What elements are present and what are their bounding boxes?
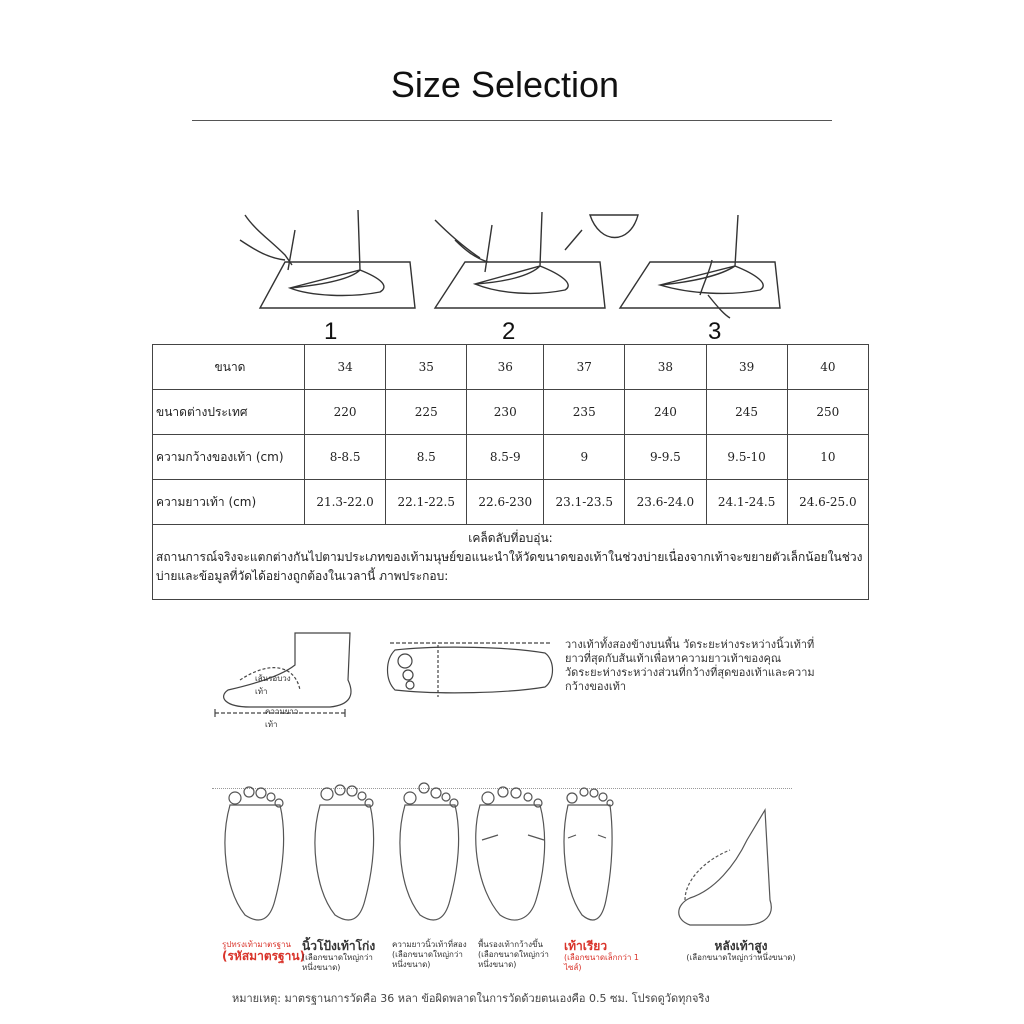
table-cell: 245 [706, 390, 787, 435]
foot-type-title: นิ้วโป้งเท้าโก่ง [302, 939, 376, 953]
tip-text: สถานการณ์จริงจะแตกต่างกันไปตามประเภทของเท้ามนุษย์ขอแนะนำให้วัดขนาดของเท้าในช่วงบ่ายเนื่องจากเท้าจะขยายตัวเล็กน้อยในช่วงบ่ายและข้อมูลที่วัดได้อย่างถูกต้องในเวลานี้ ภาพประกอบ: [156, 550, 863, 583]
table-cell: 39 [706, 345, 787, 390]
table-cell: 220 [305, 390, 386, 435]
table-cell: 24.6-25.0 [787, 480, 868, 525]
measure-instructions [565, 638, 825, 694]
table-cell: 10 [787, 435, 868, 480]
foot-width-label: เส้นรอบวงเท้า [255, 674, 291, 696]
foot-type-long-second-toe [400, 783, 459, 920]
tip-cell [153, 525, 869, 600]
table-row [153, 390, 869, 435]
foot-length-label: ความยาวเท้า [265, 707, 299, 729]
table-cell: 9.5-10 [706, 435, 787, 480]
table-cell: 225 [386, 390, 467, 435]
tip-row [153, 525, 869, 600]
foot-type-sub: (เลือกขนาดเล็กกว่า 1 ไซส์) [564, 953, 639, 972]
row-label: ขนาดต่างประเทศ [153, 390, 305, 435]
table-cell: 36 [467, 345, 544, 390]
table-row [153, 435, 869, 480]
page-title: Size Selection [390, 64, 620, 105]
foot-type-sub: (รหัสมาตรฐาน) [222, 949, 306, 963]
foot-types-illustration [215, 780, 815, 930]
foot-type-sub: (เลือกขนาดใหญ่กว่าหนึ่งขนาด) [302, 953, 373, 972]
foot-type-high-instep [679, 810, 772, 925]
table-row [153, 480, 869, 525]
foot-type-sub: (เลือกขนาดใหญ่กว่าหนึ่งขนาด) [686, 953, 796, 962]
table-cell: 235 [544, 390, 625, 435]
foot-type-title: หลังเท้าสูง [714, 939, 768, 953]
row-label: ความกว้างของเท้า (cm) [153, 435, 305, 480]
foot-type-label-second-toe [392, 940, 472, 970]
foot-type-label-wide [478, 940, 558, 970]
table-cell: 230 [467, 390, 544, 435]
table-cell: 9-9.5 [625, 435, 706, 480]
table-cell: 8.5-9 [467, 435, 544, 480]
table-cell: 38 [625, 345, 706, 390]
step-3-illustration [620, 215, 780, 318]
table-cell: 8.5 [386, 435, 467, 480]
foot-type-standard [225, 787, 284, 920]
foot-type-sub: (เลือกขนาดใหญ่กว่าหนึ่งขนาด) [478, 950, 549, 969]
foot-type-sub: (เลือกขนาดใหญ่กว่าหนึ่งขนาด) [392, 950, 463, 969]
measurement-note: หมายเหตุ: มาตรฐานการวัดคือ 36 หลา ข้อผิดพลาดในการวัดด้วยตนเองคือ 0.5 ซม. โปรดดูวัดทุกจริง [232, 992, 710, 1005]
table-cell: 24.1-24.5 [706, 480, 787, 525]
title-divider [192, 120, 832, 121]
table-cell: 8-8.5 [305, 435, 386, 480]
foot-type-narrow [564, 788, 613, 920]
foot-type-label-narrow [564, 940, 654, 973]
table-cell: 23.1-23.5 [544, 480, 625, 525]
foot-type-title: รูปทรงเท้ามาตรฐาน [222, 940, 291, 949]
foot-type-title: ความยาวนิ้วเท้าที่สอง [392, 940, 467, 949]
foot-type-label-bunion [302, 940, 382, 973]
step-2-illustration [435, 212, 638, 308]
table-row [153, 345, 869, 390]
table-cell: 22.1-22.5 [386, 480, 467, 525]
foot-type-label-standard [222, 940, 305, 963]
table-cell: 22.6-230 [467, 480, 544, 525]
foot-type-bunion [315, 785, 374, 920]
measuring-steps-illustration [230, 200, 790, 320]
table-cell: 34 [305, 345, 386, 390]
instruction-width: วัดระยะห่างระหว่างส่วนที่กว้างที่สุดของเท้าและความกว้างของเท้า [565, 666, 815, 693]
table-cell: 21.3-22.0 [305, 480, 386, 525]
step-1-illustration [240, 210, 415, 308]
table-cell: 37 [544, 345, 625, 390]
table-cell: 9 [544, 435, 625, 480]
foot-type-label-high-instep [676, 940, 806, 963]
foot-type-title: เท้าเรียว [564, 939, 608, 953]
table-cell: 250 [787, 390, 868, 435]
table-cell: 35 [386, 345, 467, 390]
table-cell: 23.6-24.0 [625, 480, 706, 525]
step-number-2: 2 [502, 318, 516, 345]
row-label: ความยาวเท้า (cm) [153, 480, 305, 525]
size-chart-table [152, 344, 869, 600]
instruction-length: วางเท้าทั้งสองข้างบนพื้น วัดระยะห่างระหว่างนิ้วเท้าที่ยาวที่สุดกับส้นเท้าเพื่อหาความยาวเท้าของคุณ [565, 638, 815, 665]
foot-type-wide [476, 787, 545, 920]
step-number-3: 3 [708, 318, 722, 345]
table-cell: 40 [787, 345, 868, 390]
row-label: ขนาด [153, 345, 305, 390]
foot-type-title: พื้นรองเท้ากว้างขึ้น [478, 940, 543, 949]
step-number-1: 1 [324, 318, 338, 345]
table-cell: 240 [625, 390, 706, 435]
tip-title: เคล็ดลับที่อบอุ่น: [468, 531, 553, 545]
